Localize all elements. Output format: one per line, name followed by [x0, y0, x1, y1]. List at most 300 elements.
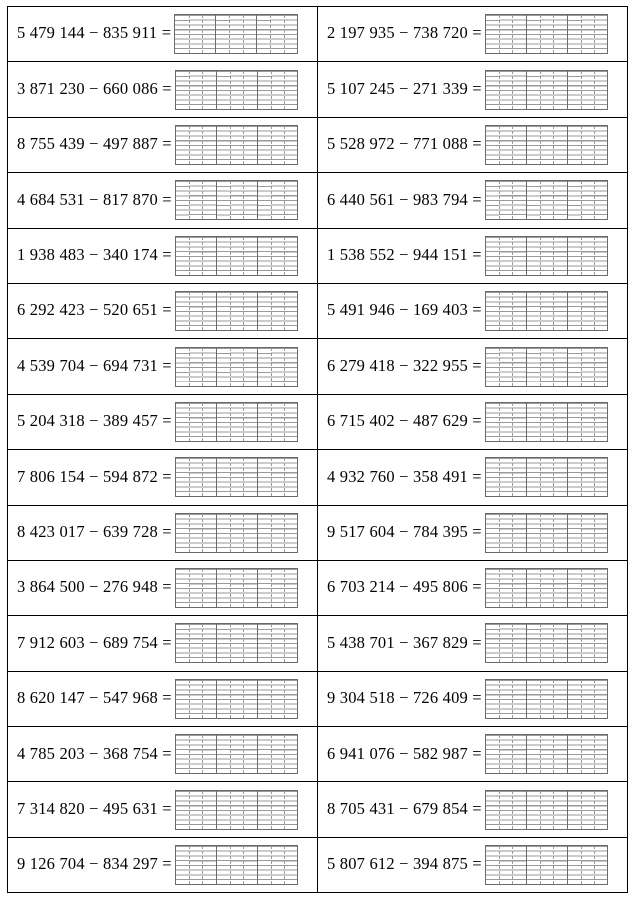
- answer-grid-column[interactable]: [512, 846, 525, 884]
- answer-grid-column[interactable]: [527, 680, 540, 718]
- answer-grid-column[interactable]: [202, 292, 215, 330]
- answer-grid-column[interactable]: [243, 569, 256, 607]
- answer-grid-column[interactable]: [176, 71, 189, 109]
- answer-grid-column[interactable]: [486, 126, 499, 164]
- answer-grid-column[interactable]: [540, 348, 553, 386]
- answer-grid-column[interactable]: [202, 846, 215, 884]
- answer-grid-column[interactable]: [540, 791, 553, 829]
- answer-grid-column[interactable]: [271, 348, 284, 386]
- answer-grid-column[interactable]: [568, 71, 581, 109]
- answer-grid-column[interactable]: [553, 403, 566, 441]
- answer-grid-column[interactable]: [176, 680, 189, 718]
- answer-grid-column[interactable]: [176, 791, 189, 829]
- answer-grid[interactable]: [485, 734, 609, 774]
- answer-grid-column[interactable]: [202, 181, 215, 219]
- answer-grid-column[interactable]: [258, 846, 271, 884]
- answer-grid-column[interactable]: [189, 624, 202, 662]
- answer-grid-column[interactable]: [284, 735, 297, 773]
- answer-grid-column[interactable]: [594, 624, 607, 662]
- answer-grid-column[interactable]: [540, 680, 553, 718]
- answer-grid-column[interactable]: [230, 126, 243, 164]
- answer-grid-column[interactable]: [258, 292, 271, 330]
- answer-grid-column[interactable]: [284, 348, 297, 386]
- answer-grid-column[interactable]: [217, 292, 230, 330]
- answer-grid-column[interactable]: [258, 71, 271, 109]
- answer-grid-column[interactable]: [581, 458, 594, 496]
- answer-grid-column[interactable]: [189, 181, 202, 219]
- answer-grid-column[interactable]: [568, 514, 581, 552]
- answer-grid-column[interactable]: [527, 15, 540, 53]
- answer-grid[interactable]: [485, 236, 609, 276]
- answer-grid-column[interactable]: [540, 514, 553, 552]
- answer-grid[interactable]: [175, 236, 299, 276]
- answer-grid[interactable]: [175, 679, 299, 719]
- answer-grid-column[interactable]: [512, 348, 525, 386]
- answer-grid-column[interactable]: [553, 237, 566, 275]
- answer-grid-column[interactable]: [258, 735, 271, 773]
- answer-grid-column[interactable]: [258, 126, 271, 164]
- answer-grid[interactable]: [175, 623, 299, 663]
- answer-grid-column[interactable]: [540, 237, 553, 275]
- answer-grid-column[interactable]: [176, 458, 189, 496]
- answer-grid-column[interactable]: [176, 348, 189, 386]
- answer-grid-column[interactable]: [217, 624, 230, 662]
- answer-grid-column[interactable]: [594, 680, 607, 718]
- answer-grid[interactable]: [174, 14, 298, 54]
- answer-grid[interactable]: [485, 70, 609, 110]
- answer-grid-column[interactable]: [217, 458, 230, 496]
- answer-grid-column[interactable]: [284, 458, 297, 496]
- answer-grid-column[interactable]: [271, 846, 284, 884]
- answer-grid-column[interactable]: [284, 680, 297, 718]
- answer-grid-column[interactable]: [189, 348, 202, 386]
- answer-grid-column[interactable]: [202, 71, 215, 109]
- answer-grid-column[interactable]: [243, 514, 256, 552]
- answer-grid-column[interactable]: [202, 791, 215, 829]
- answer-grid-column[interactable]: [486, 403, 499, 441]
- answer-grid-column[interactable]: [512, 458, 525, 496]
- answer-grid-column[interactable]: [271, 569, 284, 607]
- answer-grid-column[interactable]: [284, 15, 297, 53]
- answer-grid-column[interactable]: [202, 735, 215, 773]
- answer-grid-column[interactable]: [189, 292, 202, 330]
- answer-grid-column[interactable]: [271, 624, 284, 662]
- answer-grid-column[interactable]: [581, 514, 594, 552]
- answer-grid-column[interactable]: [499, 458, 512, 496]
- answer-grid[interactable]: [175, 457, 299, 497]
- answer-grid-column[interactable]: [202, 624, 215, 662]
- answer-grid-column[interactable]: [499, 237, 512, 275]
- answer-grid-column[interactable]: [553, 569, 566, 607]
- answer-grid-column[interactable]: [568, 680, 581, 718]
- answer-grid-column[interactable]: [271, 735, 284, 773]
- answer-grid-column[interactable]: [540, 292, 553, 330]
- answer-grid-column[interactable]: [271, 680, 284, 718]
- answer-grid-column[interactable]: [230, 292, 243, 330]
- answer-grid[interactable]: [485, 14, 609, 54]
- answer-grid-column[interactable]: [512, 624, 525, 662]
- answer-grid-column[interactable]: [258, 514, 271, 552]
- answer-grid[interactable]: [485, 402, 609, 442]
- answer-grid-column[interactable]: [581, 292, 594, 330]
- answer-grid-column[interactable]: [271, 403, 284, 441]
- answer-grid-column[interactable]: [527, 735, 540, 773]
- answer-grid-column[interactable]: [217, 348, 230, 386]
- answer-grid-column[interactable]: [486, 680, 499, 718]
- answer-grid-column[interactable]: [176, 292, 189, 330]
- answer-grid-column[interactable]: [499, 514, 512, 552]
- answer-grid-column[interactable]: [229, 15, 242, 53]
- answer-grid-column[interactable]: [284, 237, 297, 275]
- answer-grid-column[interactable]: [176, 624, 189, 662]
- answer-grid-column[interactable]: [176, 403, 189, 441]
- answer-grid-column[interactable]: [553, 71, 566, 109]
- answer-grid-column[interactable]: [527, 292, 540, 330]
- answer-grid-column[interactable]: [594, 403, 607, 441]
- answer-grid-column[interactable]: [553, 181, 566, 219]
- answer-grid-column[interactable]: [271, 458, 284, 496]
- answer-grid-column[interactable]: [568, 15, 581, 53]
- answer-grid-column[interactable]: [243, 680, 256, 718]
- answer-grid-column[interactable]: [230, 458, 243, 496]
- answer-grid-column[interactable]: [258, 624, 271, 662]
- answer-grid-column[interactable]: [202, 680, 215, 718]
- answer-grid-column[interactable]: [271, 292, 284, 330]
- answer-grid-column[interactable]: [176, 181, 189, 219]
- answer-grid-column[interactable]: [243, 15, 256, 53]
- answer-grid-column[interactable]: [243, 292, 256, 330]
- answer-grid-column[interactable]: [486, 181, 499, 219]
- answer-grid[interactable]: [175, 70, 299, 110]
- answer-grid-column[interactable]: [594, 791, 607, 829]
- answer-grid-column[interactable]: [258, 181, 271, 219]
- answer-grid-column[interactable]: [176, 237, 189, 275]
- answer-grid-column[interactable]: [243, 846, 256, 884]
- answer-grid-column[interactable]: [568, 735, 581, 773]
- answer-grid-column[interactable]: [581, 403, 594, 441]
- answer-grid-column[interactable]: [553, 458, 566, 496]
- answer-grid[interactable]: [485, 347, 609, 387]
- answer-grid-column[interactable]: [581, 680, 594, 718]
- answer-grid[interactable]: [485, 623, 609, 663]
- answer-grid-column[interactable]: [230, 237, 243, 275]
- answer-grid-column[interactable]: [284, 403, 297, 441]
- answer-grid-column[interactable]: [512, 569, 525, 607]
- answer-grid-column[interactable]: [540, 569, 553, 607]
- answer-grid-column[interactable]: [581, 126, 594, 164]
- answer-grid-column[interactable]: [217, 680, 230, 718]
- answer-grid-column[interactable]: [553, 846, 566, 884]
- answer-grid-column[interactable]: [568, 292, 581, 330]
- answer-grid-column[interactable]: [486, 846, 499, 884]
- answer-grid-column[interactable]: [594, 458, 607, 496]
- answer-grid[interactable]: [175, 180, 299, 220]
- answer-grid-column[interactable]: [581, 15, 594, 53]
- answer-grid-column[interactable]: [284, 292, 297, 330]
- answer-grid-column[interactable]: [486, 569, 499, 607]
- answer-grid-column[interactable]: [217, 514, 230, 552]
- answer-grid-column[interactable]: [202, 15, 215, 53]
- answer-grid-column[interactable]: [189, 846, 202, 884]
- answer-grid-column[interactable]: [568, 569, 581, 607]
- answer-grid-column[interactable]: [258, 403, 271, 441]
- answer-grid-column[interactable]: [258, 348, 271, 386]
- answer-grid[interactable]: [175, 845, 299, 885]
- answer-grid-column[interactable]: [486, 348, 499, 386]
- answer-grid-column[interactable]: [271, 514, 284, 552]
- answer-grid-column[interactable]: [568, 624, 581, 662]
- answer-grid-column[interactable]: [568, 458, 581, 496]
- answer-grid-column[interactable]: [568, 403, 581, 441]
- answer-grid-column[interactable]: [594, 846, 607, 884]
- answer-grid-column[interactable]: [594, 348, 607, 386]
- answer-grid-column[interactable]: [540, 403, 553, 441]
- answer-grid-column[interactable]: [568, 791, 581, 829]
- answer-grid-column[interactable]: [230, 680, 243, 718]
- answer-grid-column[interactable]: [499, 15, 512, 53]
- answer-grid-column[interactable]: [512, 514, 525, 552]
- answer-grid[interactable]: [175, 402, 299, 442]
- answer-grid-column[interactable]: [243, 71, 256, 109]
- answer-grid-column[interactable]: [486, 735, 499, 773]
- answer-grid-column[interactable]: [527, 237, 540, 275]
- answer-grid-column[interactable]: [540, 181, 553, 219]
- answer-grid[interactable]: [485, 513, 609, 553]
- answer-grid-column[interactable]: [189, 569, 202, 607]
- answer-grid-column[interactable]: [553, 514, 566, 552]
- answer-grid-column[interactable]: [202, 348, 215, 386]
- answer-grid[interactable]: [485, 568, 609, 608]
- answer-grid-column[interactable]: [217, 71, 230, 109]
- answer-grid-column[interactable]: [527, 126, 540, 164]
- answer-grid-column[interactable]: [189, 514, 202, 552]
- answer-grid-column[interactable]: [189, 15, 202, 53]
- answer-grid-column[interactable]: [202, 569, 215, 607]
- answer-grid-column[interactable]: [258, 791, 271, 829]
- answer-grid[interactable]: [175, 568, 299, 608]
- answer-grid-column[interactable]: [568, 126, 581, 164]
- answer-grid-column[interactable]: [217, 237, 230, 275]
- answer-grid-column[interactable]: [594, 71, 607, 109]
- answer-grid-column[interactable]: [568, 846, 581, 884]
- answer-grid-column[interactable]: [176, 569, 189, 607]
- answer-grid-column[interactable]: [594, 514, 607, 552]
- answer-grid-column[interactable]: [581, 624, 594, 662]
- answer-grid-column[interactable]: [258, 569, 271, 607]
- answer-grid-column[interactable]: [175, 15, 188, 53]
- answer-grid-column[interactable]: [243, 403, 256, 441]
- answer-grid-column[interactable]: [271, 791, 284, 829]
- answer-grid-column[interactable]: [499, 624, 512, 662]
- answer-grid-column[interactable]: [202, 458, 215, 496]
- answer-grid-column[interactable]: [568, 348, 581, 386]
- answer-grid-column[interactable]: [499, 71, 512, 109]
- answer-grid-column[interactable]: [594, 569, 607, 607]
- answer-grid-column[interactable]: [553, 791, 566, 829]
- answer-grid-column[interactable]: [189, 458, 202, 496]
- answer-grid-column[interactable]: [284, 181, 297, 219]
- answer-grid-column[interactable]: [527, 514, 540, 552]
- answer-grid-column[interactable]: [202, 237, 215, 275]
- answer-grid-column[interactable]: [540, 15, 553, 53]
- answer-grid-column[interactable]: [594, 126, 607, 164]
- answer-grid-column[interactable]: [230, 514, 243, 552]
- answer-grid-column[interactable]: [243, 348, 256, 386]
- answer-grid-column[interactable]: [271, 126, 284, 164]
- answer-grid-column[interactable]: [527, 569, 540, 607]
- answer-grid[interactable]: [485, 180, 609, 220]
- answer-grid-column[interactable]: [202, 126, 215, 164]
- answer-grid-column[interactable]: [258, 237, 271, 275]
- answer-grid-column[interactable]: [581, 71, 594, 109]
- answer-grid-column[interactable]: [243, 791, 256, 829]
- answer-grid-column[interactable]: [243, 126, 256, 164]
- answer-grid-column[interactable]: [540, 735, 553, 773]
- answer-grid-column[interactable]: [217, 846, 230, 884]
- answer-grid-column[interactable]: [527, 458, 540, 496]
- answer-grid[interactable]: [485, 845, 609, 885]
- answer-grid-column[interactable]: [594, 237, 607, 275]
- answer-grid-column[interactable]: [540, 624, 553, 662]
- answer-grid-column[interactable]: [243, 237, 256, 275]
- answer-grid-column[interactable]: [189, 735, 202, 773]
- answer-grid-column[interactable]: [486, 237, 499, 275]
- answer-grid-column[interactable]: [581, 348, 594, 386]
- answer-grid-column[interactable]: [512, 237, 525, 275]
- answer-grid-column[interactable]: [540, 458, 553, 496]
- answer-grid-column[interactable]: [527, 403, 540, 441]
- answer-grid-column[interactable]: [176, 514, 189, 552]
- answer-grid[interactable]: [175, 347, 299, 387]
- answer-grid[interactable]: [175, 734, 299, 774]
- answer-grid-column[interactable]: [512, 181, 525, 219]
- answer-grid-column[interactable]: [581, 846, 594, 884]
- answer-grid-column[interactable]: [284, 71, 297, 109]
- answer-grid-column[interactable]: [216, 15, 229, 53]
- answer-grid-column[interactable]: [189, 680, 202, 718]
- answer-grid-column[interactable]: [284, 514, 297, 552]
- answer-grid-column[interactable]: [499, 403, 512, 441]
- answer-grid-column[interactable]: [594, 15, 607, 53]
- answer-grid-column[interactable]: [230, 403, 243, 441]
- answer-grid-column[interactable]: [230, 348, 243, 386]
- answer-grid-column[interactable]: [217, 569, 230, 607]
- answer-grid-column[interactable]: [217, 791, 230, 829]
- answer-grid-column[interactable]: [271, 181, 284, 219]
- answer-grid-column[interactable]: [581, 791, 594, 829]
- answer-grid-column[interactable]: [568, 181, 581, 219]
- answer-grid-column[interactable]: [176, 126, 189, 164]
- answer-grid-column[interactable]: [512, 292, 525, 330]
- answer-grid-column[interactable]: [284, 126, 297, 164]
- answer-grid-column[interactable]: [553, 292, 566, 330]
- answer-grid-column[interactable]: [243, 181, 256, 219]
- answer-grid-column[interactable]: [230, 569, 243, 607]
- answer-grid-column[interactable]: [499, 348, 512, 386]
- answer-grid-column[interactable]: [486, 458, 499, 496]
- answer-grid-column[interactable]: [499, 181, 512, 219]
- answer-grid-column[interactable]: [527, 71, 540, 109]
- answer-grid-column[interactable]: [540, 846, 553, 884]
- answer-grid-column[interactable]: [499, 569, 512, 607]
- answer-grid-column[interactable]: [512, 126, 525, 164]
- answer-grid-column[interactable]: [284, 624, 297, 662]
- answer-grid-column[interactable]: [258, 458, 271, 496]
- answer-grid-column[interactable]: [499, 126, 512, 164]
- answer-grid-column[interactable]: [230, 735, 243, 773]
- answer-grid-column[interactable]: [581, 735, 594, 773]
- answer-grid-column[interactable]: [499, 292, 512, 330]
- answer-grid-column[interactable]: [230, 791, 243, 829]
- answer-grid-column[interactable]: [189, 791, 202, 829]
- answer-grid-column[interactable]: [217, 126, 230, 164]
- answer-grid-column[interactable]: [230, 181, 243, 219]
- answer-grid-column[interactable]: [499, 791, 512, 829]
- answer-grid[interactable]: [485, 291, 609, 331]
- answer-grid-column[interactable]: [594, 292, 607, 330]
- answer-grid-column[interactable]: [512, 791, 525, 829]
- answer-grid-column[interactable]: [284, 569, 297, 607]
- answer-grid-column[interactable]: [527, 348, 540, 386]
- answer-grid[interactable]: [485, 790, 609, 830]
- answer-grid-column[interactable]: [486, 292, 499, 330]
- answer-grid-column[interactable]: [243, 458, 256, 496]
- answer-grid-column[interactable]: [540, 126, 553, 164]
- answer-grid-column[interactable]: [271, 237, 284, 275]
- answer-grid-column[interactable]: [553, 624, 566, 662]
- answer-grid-column[interactable]: [486, 791, 499, 829]
- answer-grid[interactable]: [485, 125, 609, 165]
- answer-grid-column[interactable]: [217, 735, 230, 773]
- answer-grid-column[interactable]: [512, 680, 525, 718]
- answer-grid-column[interactable]: [512, 403, 525, 441]
- answer-grid-column[interactable]: [527, 181, 540, 219]
- answer-grid-column[interactable]: [217, 403, 230, 441]
- answer-grid-column[interactable]: [499, 846, 512, 884]
- answer-grid-column[interactable]: [540, 71, 553, 109]
- answer-grid-column[interactable]: [217, 181, 230, 219]
- answer-grid-column[interactable]: [257, 15, 270, 53]
- answer-grid[interactable]: [485, 679, 609, 719]
- answer-grid-column[interactable]: [189, 71, 202, 109]
- answer-grid-column[interactable]: [189, 126, 202, 164]
- answer-grid-column[interactable]: [202, 403, 215, 441]
- answer-grid[interactable]: [175, 125, 299, 165]
- answer-grid-column[interactable]: [527, 846, 540, 884]
- answer-grid-column[interactable]: [258, 680, 271, 718]
- answer-grid-column[interactable]: [568, 237, 581, 275]
- answer-grid[interactable]: [175, 513, 299, 553]
- answer-grid-column[interactable]: [581, 181, 594, 219]
- answer-grid-column[interactable]: [230, 846, 243, 884]
- answer-grid-column[interactable]: [527, 624, 540, 662]
- answer-grid-column[interactable]: [176, 846, 189, 884]
- answer-grid[interactable]: [485, 457, 609, 497]
- answer-grid-column[interactable]: [553, 348, 566, 386]
- answer-grid-column[interactable]: [486, 514, 499, 552]
- answer-grid-column[interactable]: [527, 791, 540, 829]
- answer-grid-column[interactable]: [189, 403, 202, 441]
- answer-grid-column[interactable]: [553, 15, 566, 53]
- answer-grid-column[interactable]: [243, 624, 256, 662]
- answer-grid-column[interactable]: [553, 680, 566, 718]
- answer-grid-column[interactable]: [553, 126, 566, 164]
- answer-grid-column[interactable]: [230, 71, 243, 109]
- answer-grid-column[interactable]: [499, 680, 512, 718]
- answer-grid-column[interactable]: [284, 791, 297, 829]
- answer-grid-column[interactable]: [553, 735, 566, 773]
- answer-grid-column[interactable]: [284, 846, 297, 884]
